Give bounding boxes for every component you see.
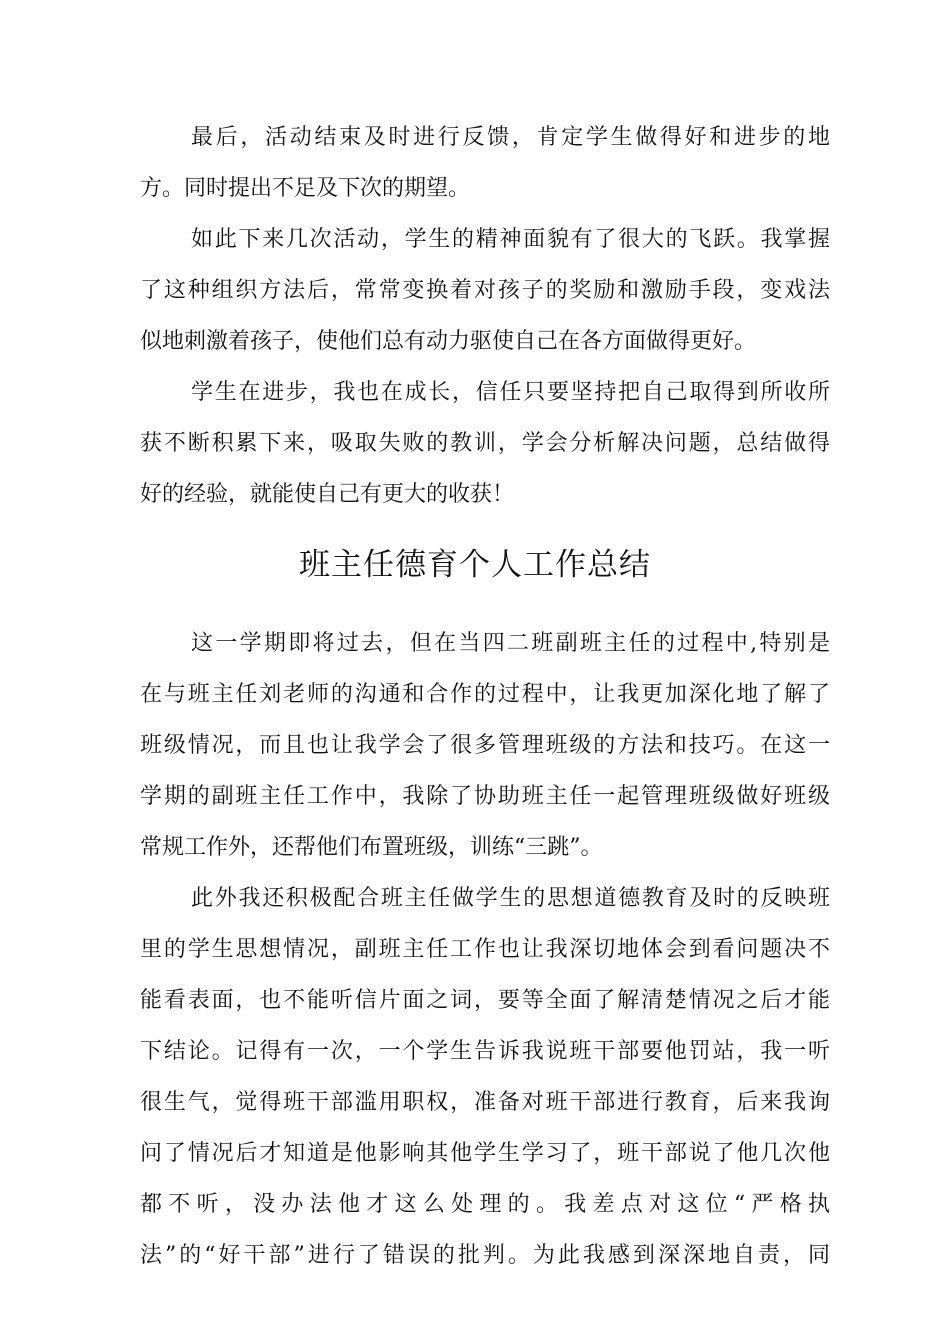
text-line: 如此下来几次活动，学生的精神面貌有了很大的飞跃。我掌握 — [191, 227, 830, 252]
text-line: 能看表面，也不能听信片面之词，要等全面了解清楚情况之后才能 — [140, 988, 830, 1013]
text-line: 学生在进步，我也在成长，信任只要坚持把自己取得到所收所 — [191, 380, 830, 405]
text-line: 下结论。记得有一次，一个学生告诉我说班干部要他罚站，我一听 — [140, 1039, 830, 1064]
text-line: 似地刺激着孩子，使他们总有动力驱使自己在各方面做得更好。 — [140, 329, 757, 354]
text-line: 获不断积累下来，吸取失败的教训，学会分析解决问题，总结做得 — [140, 431, 830, 456]
text-line: 此外我还积极配合班主任做学生的思想道德教育及时的反映班 — [191, 886, 830, 911]
section-2 — [140, 618, 830, 1281]
text-line: 问了情况后才知道是他影响其他学生学习了，班干部说了他几次他 — [140, 1141, 830, 1166]
text-line: 好的经验，就能使自己有更大的收获！ — [140, 482, 515, 507]
paragraph-semester — [140, 618, 830, 873]
section-1 — [140, 112, 830, 520]
paragraph-feedback — [140, 112, 830, 214]
text-line: 都不听，没办法他才这么处理的。我差点对这位“严格执 — [140, 1192, 830, 1217]
text-line: 班级情况，而且也让我学会了很多管理班级的方法和技巧。在这一 — [140, 733, 830, 758]
document-title: 班主任德育个人工作总结 — [299, 547, 651, 583]
text-line: 学期的副班主任工作中，我除了协助班主任一起管理班级做好班级 — [140, 784, 830, 809]
text-line: 常规工作外，还帮他们布置班级，训练“三跳”。 — [140, 835, 603, 860]
text-line: 最后，活动结束及时进行反馈，肯定学生做得好和进步的地 — [191, 125, 830, 150]
text-line: 里的学生思想情况，副班主任工作也让我深切地体会到看问题决不 — [140, 937, 830, 962]
text-line: 了这种组织方法后，常常变换着对孩子的奖励和激励手段，变戏法 — [140, 278, 830, 303]
text-line: 在与班主任刘老师的沟通和合作的过程中，让我更加深化地了解了 — [140, 682, 830, 707]
text-line: 法”的“好干部”进行了错误的批判。为此我感到深深地自责，同 — [140, 1243, 830, 1268]
paragraph-growth — [140, 367, 830, 520]
text-line: 这一学期即将过去，但在当四二班副班主任的过程中,特别是 — [191, 631, 830, 656]
paragraph-moral-education — [140, 873, 830, 1281]
paragraph-progress — [140, 214, 830, 367]
text-line: 方。同时提出不足及下次的期望。 — [140, 176, 471, 201]
text-line: 很生气，觉得班干部滥用职权，准备对班干部进行教育，后来我询 — [140, 1090, 830, 1115]
